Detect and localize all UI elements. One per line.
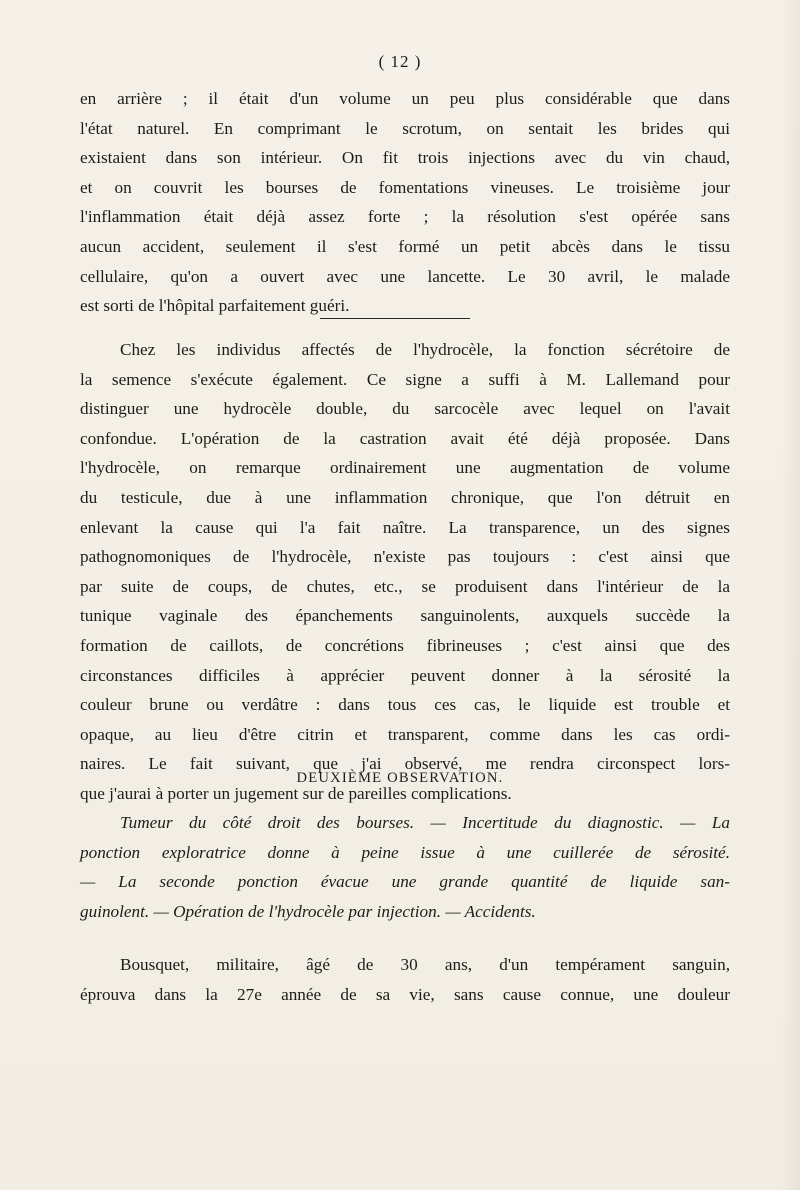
text-line: par suite de coups, de chutes, etc., se produisent dans l'intérieur de la [80, 576, 730, 596]
text-line: l'état naturel. En comprimant le scrotum, on sentait les brides qui [80, 118, 730, 138]
text-line: aucun accident, seulement il s'est formé un petit abcès dans le tissu [80, 236, 730, 256]
summary-line: Tumeur du côté droit des bourses. — Incertitude du diagnostic. — La [120, 813, 730, 832]
text-line: l'inflammation était déjà assez forte ; la résolution s'est opérée sans [80, 207, 730, 227]
summary-line: ponction exploratrice donne à peine issue à une cuillerée de sérosité. [80, 842, 730, 862]
text-line: couleur brune ou verdâtre : dans tous ces cas, le liquide est trouble et [80, 695, 730, 715]
text-line: la semence s'exécute également. Ce signe a suffi à M. Lallemand pour [80, 369, 730, 389]
text-line: enlevant la cause qui l'a fait naître. La transparence, un des signes [80, 517, 730, 537]
observation-summary [80, 808, 730, 926]
paragraph-continuation [80, 84, 730, 321]
text-line: Bousquet, militaire, âgé de 30 ans, d'un tempérament sanguin, [120, 955, 730, 974]
text-line: circonstances difficiles à apprécier peuvent donner à la sérosité la [80, 665, 730, 685]
text-line: existaient dans son intérieur. On fit trois injections avec du vin chaud, [80, 148, 730, 168]
text-line: naires. Le fait suivant, que j'ai observé, me rendra circonspect lors- [80, 754, 730, 774]
summary-line: — La seconde ponction évacue une grande quantité de liquide san- [80, 872, 730, 892]
text-line: formation de caillots, de concrétions fibrineuses ; c'est ainsi que des [80, 635, 730, 655]
observation-body [80, 950, 730, 1009]
text-line: et on couvrit les bourses de fomentations vineuses. Le troisième jour [80, 177, 730, 197]
text-line: l'hydrocèle, on remarque ordinairement une augmentation de volume [80, 458, 730, 478]
text-line: cellulaire, qu'on a ouvert avec une lancette. Le 30 avril, le malade [80, 266, 730, 286]
summary-line: guinolent. — Opération de l'hydrocèle par injection. — Accidents. [80, 901, 536, 921]
text-line: tunique vaginale des épanchements sanguinolents, auxquels succède la [80, 606, 730, 626]
observation-heading: DEUXIÈME OBSERVATION. [296, 770, 504, 786]
text-line: est sorti de l'hôpital parfaitement guéri. [80, 296, 350, 316]
paragraph-hydrocele [80, 335, 730, 809]
text-line: confondue. L'opération de la castration avait été déjà proposée. Dans [80, 428, 730, 448]
text-line: pathognomoniques de l'hydrocèle, n'existe pas toujours : c'est ainsi que [80, 547, 730, 567]
text-line: Chez les individus affectés de l'hydrocèle, la fonction sécrétoire de [120, 340, 730, 359]
text-line: opaque, au lieu d'être citrin et transparent, comme dans les cas ordi- [80, 724, 730, 744]
text-line: distinguer une hydrocèle double, du sarcocèle avec lequel on l'avait [80, 399, 730, 419]
page-number: ( 12 ) [378, 52, 422, 71]
text-line: éprouva dans la 27e année de sa vie, sans cause connue, une douleur [80, 984, 730, 1004]
text-line: du testicule, due à une inflammation chronique, que l'on détruit en [80, 487, 730, 507]
paper-edge-shading [782, 0, 800, 1190]
text-line: que j'aurai à porter un jugement sur de pareilles complications. [80, 783, 512, 803]
text-line: en arrière ; il était d'un volume un peu plus considérable que dans [80, 89, 730, 108]
section-divider [320, 318, 470, 319]
